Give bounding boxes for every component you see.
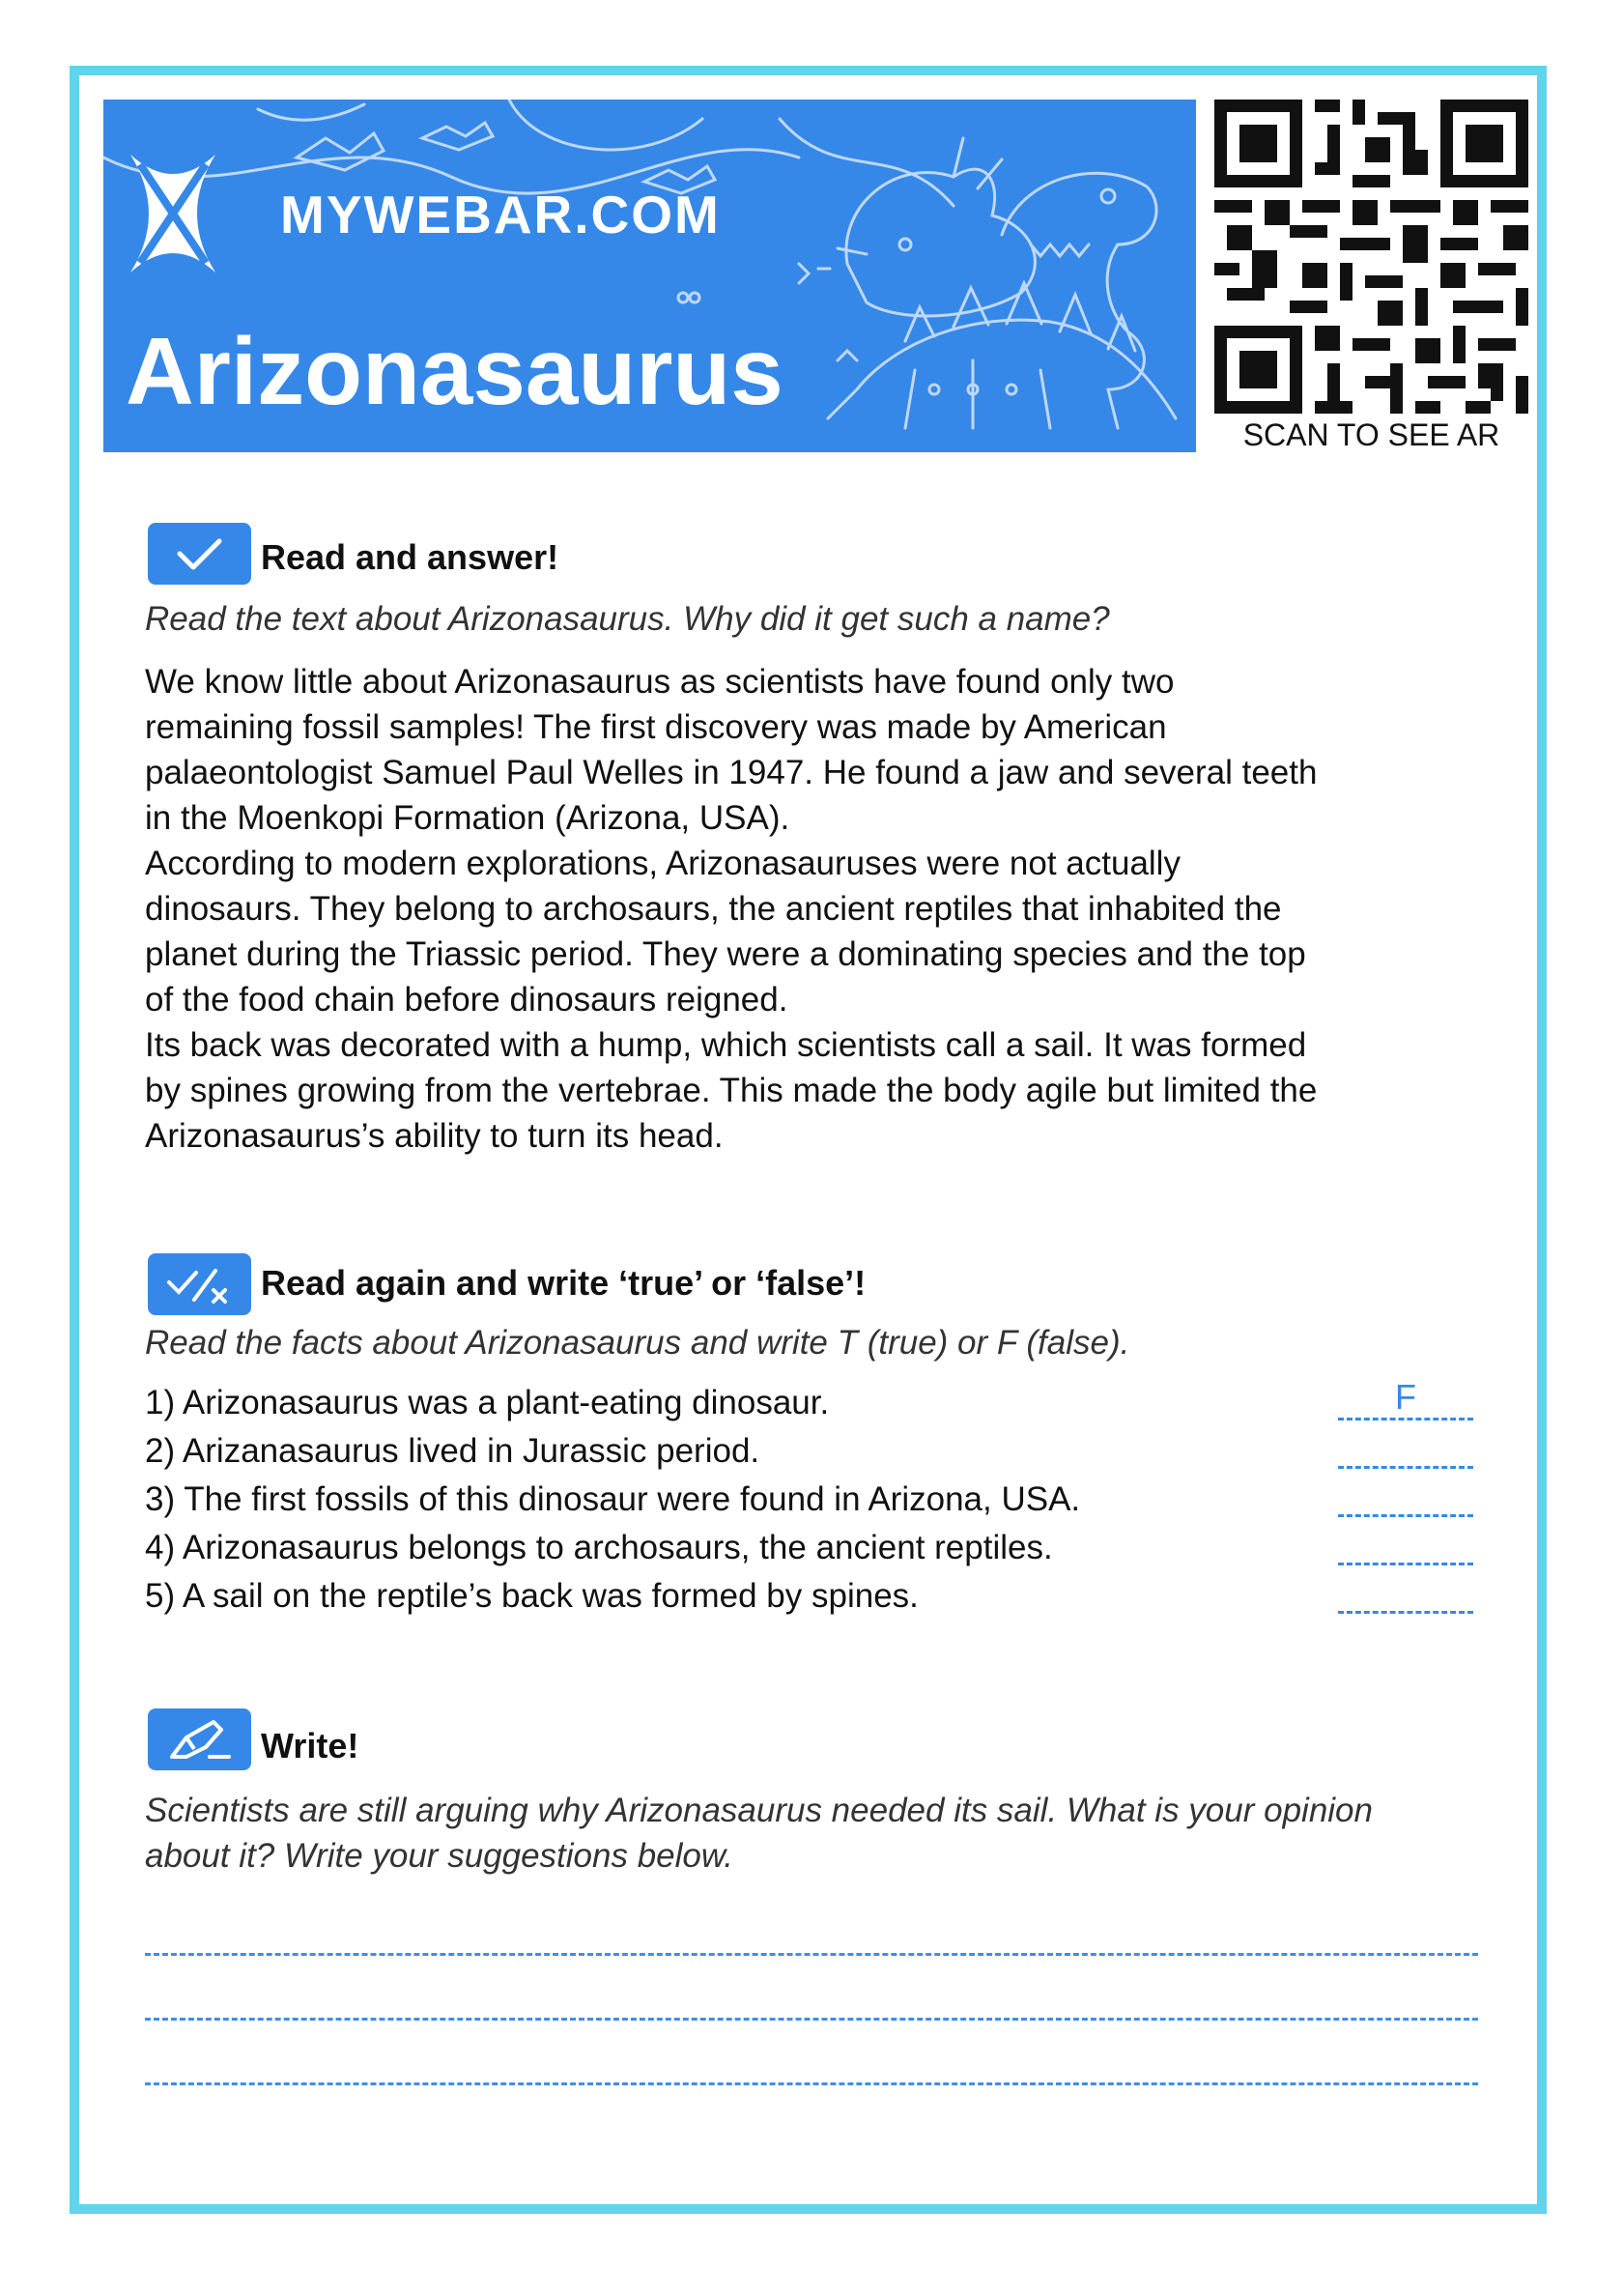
writing-line-3[interactable] (145, 2082, 1478, 2085)
statement-4: 4) Arizonasaurus belongs to archosaurs, the ancient reptiles. (145, 1529, 1053, 1566)
instruction-line: about it? Write your suggestions below. (145, 1837, 733, 1875)
passage-line: remaining fossil samples! The first discovery was made by American (145, 708, 1167, 746)
reading-passage (145, 659, 1497, 1159)
passage-line: Its back was decorated with a hump, which scientists call a sail. It was formed (145, 1026, 1307, 1064)
answer-4-line[interactable] (1338, 1563, 1473, 1565)
writing-line-2[interactable] (145, 2018, 1478, 2021)
statement-5: 5) A sail on the reptile’s back was formed by spines. (145, 1577, 919, 1615)
true-false-icon (148, 1253, 251, 1315)
mywebar-logo-icon (130, 155, 215, 273)
section3-heading: Write! (261, 1726, 359, 1765)
passage-line: planet during the Triassic period. They were a dominating species and the top (145, 935, 1306, 973)
passage-line: by spines growing from the vertebrae. This made the body agile but limited the (145, 1072, 1318, 1109)
answer-1-line[interactable] (1338, 1418, 1473, 1421)
statement-3: 3) The first fossils of this dinosaur were found in Arizona, USA. (145, 1480, 1081, 1518)
section3-instruction (145, 1788, 1373, 1879)
section2-instruction: Read the facts about Arizonasaurus and write T (true) or F (false). (145, 1324, 1130, 1362)
passage-line: According to modern explorations, Arizonasauruses were not actually (145, 845, 1181, 882)
writing-line-1[interactable] (145, 1953, 1478, 1956)
passage-line: palaeontologist Samuel Paul Welles in 1947. He found a jaw and several teeth (145, 754, 1318, 791)
section2-heading: Read again and write ‘true’ or ‘false’! (261, 1263, 867, 1303)
answer-5-line[interactable] (1338, 1611, 1473, 1614)
qr-caption: SCAN TO SEE AR (1242, 417, 1500, 452)
passage-line: dinosaurs. They belong to archosaurs, the ancient reptiles that inhabited the (145, 890, 1282, 928)
passage-line: We know little about Arizonasaurus as scientists have found only two (145, 663, 1175, 701)
passage-line: in the Moenkopi Formation (Arizona, USA). (145, 799, 790, 837)
passage-line: of the food chain before dinosaurs reigned. (145, 981, 788, 1019)
answer-2-line[interactable] (1338, 1466, 1473, 1469)
answer-3-line[interactable] (1338, 1514, 1473, 1517)
qr-code[interactable] (1214, 100, 1528, 414)
section1-instruction: Read the text about Arizonasaurus. Why did it get such a name? (145, 600, 1110, 638)
page-title: Arizonasaurus (126, 318, 783, 424)
pencil-write-icon (148, 1708, 251, 1770)
site-name[interactable]: MYWEBAR.COM (280, 185, 721, 244)
section1-heading: Read and answer! (261, 537, 559, 577)
passage-line: Arizonasaurus’s ability to turn its head. (145, 1117, 724, 1155)
instruction-line: Scientists are still arguing why Arizonasaurus needed its sail. What is your opinion (145, 1792, 1373, 1829)
statement-1: 1) Arizonasaurus was a plant-eating dinosaur. (145, 1384, 830, 1421)
statement-2: 2) Arizanasaurus lived in Jurassic period. (145, 1432, 760, 1470)
checkmark-icon (148, 523, 251, 585)
answer-1-value[interactable]: F (1395, 1377, 1416, 1417)
